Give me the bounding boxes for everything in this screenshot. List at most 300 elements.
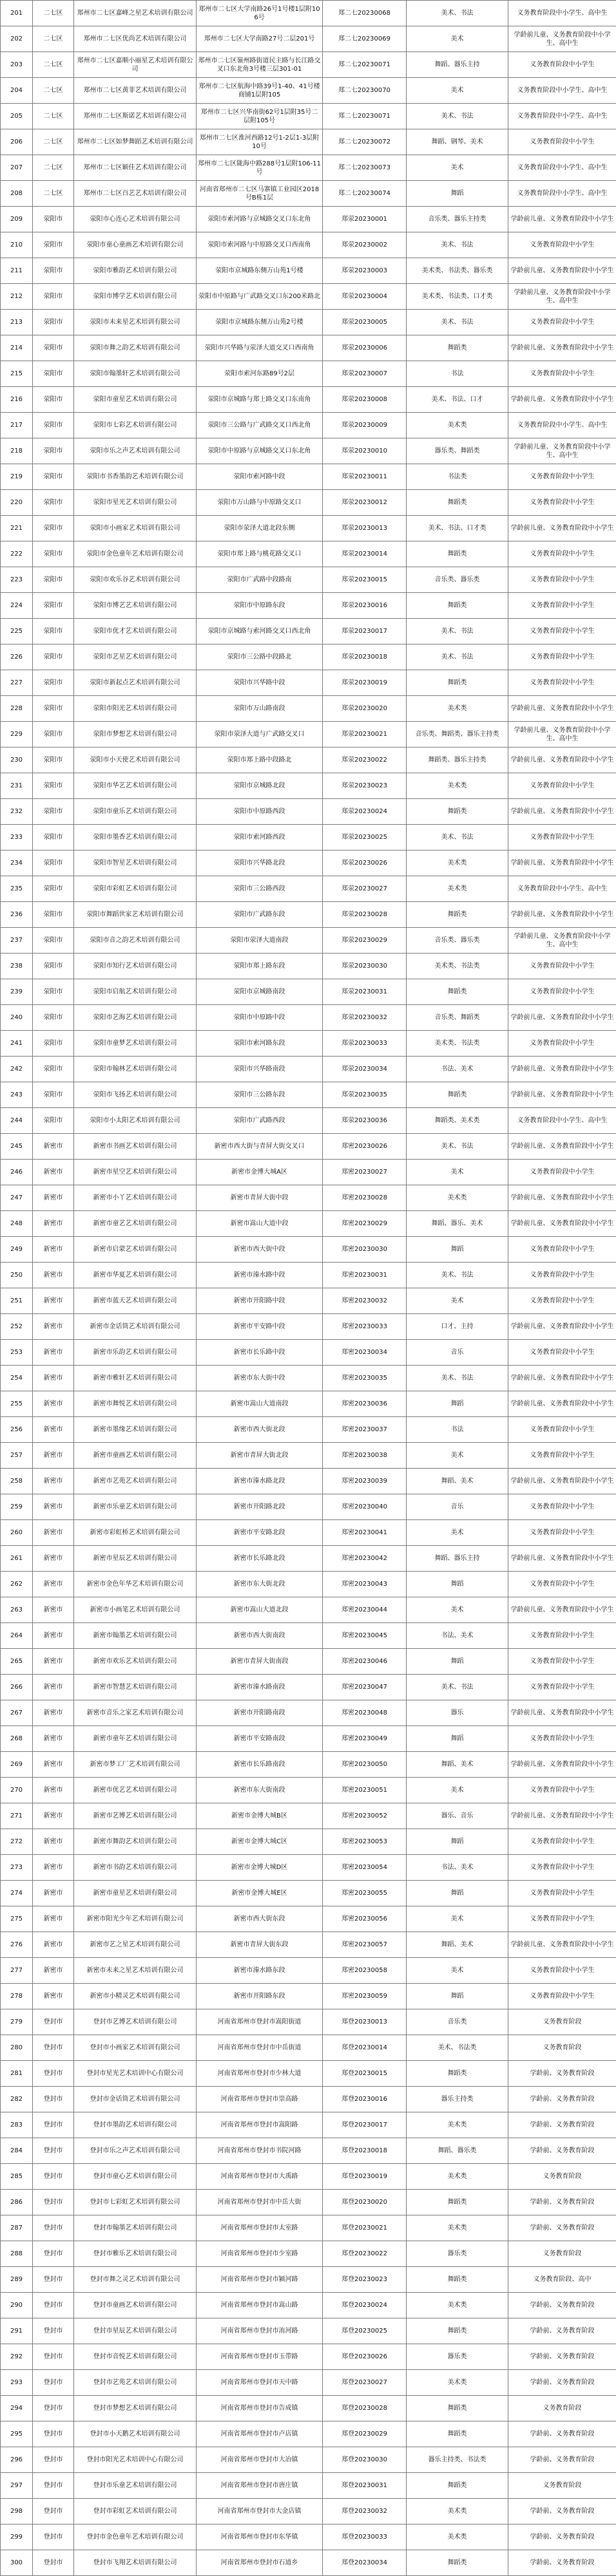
table-row xyxy=(1,78,616,104)
address-cell: 河南省郑州市登封市太室路 xyxy=(197,2215,323,2241)
table-row xyxy=(1,361,616,387)
table-row xyxy=(1,1803,616,1829)
course-category-cell: 器乐、音乐 xyxy=(407,1803,508,1829)
address-cell: 荥阳市京城路东侧万山苑1号楼 xyxy=(197,258,323,284)
license-number-cell: 郑密20230051 xyxy=(323,1778,407,1803)
target-students-cell: 学龄前儿童、义务教育阶段中小学生 xyxy=(508,851,616,876)
address-cell: 荥阳市万山路与中原路交叉口 xyxy=(197,490,323,516)
org-name-cell: 新密市翰墨艺术培训有限公司 xyxy=(74,1623,197,1649)
org-name-cell: 郑州市二七区如梦舞蹈艺术培训有限公司 xyxy=(74,129,197,155)
course-category-cell: 舞蹈类 xyxy=(407,541,508,567)
address-cell: 郑州市二七区兴华南街62号1层附35号二层附105号 xyxy=(197,104,323,129)
license-number-cell: 郑登20230015 xyxy=(323,2061,407,2087)
target-students-cell: 学龄前儿童、义务教育阶段中小学生、高中生 xyxy=(508,284,616,310)
address-cell: 河南省郑州市登封市书院河路 xyxy=(197,2138,323,2164)
table-row xyxy=(1,2061,616,2087)
target-students-cell: 义务教育阶段中小学生 xyxy=(508,825,616,851)
org-name-cell: 荥阳市阳光艺术培训有限公司 xyxy=(74,696,197,722)
org-name-cell: 登封市艺博艺术培训有限公司 xyxy=(74,2009,197,2035)
course-category-cell: 美术 xyxy=(407,26,508,52)
course-category-cell: 书法 xyxy=(407,1417,508,1443)
course-category-cell: 音乐类 xyxy=(407,2009,508,2035)
target-students-cell: 义务教育阶段中小学生 xyxy=(508,1881,616,1906)
table-row xyxy=(1,2035,616,2061)
row-number-cell: 259 xyxy=(1,1494,33,1520)
district-cell: 荥阳市 xyxy=(33,438,74,464)
org-name-cell: 新密市小丫艺术培训有限公司 xyxy=(74,1185,197,1211)
district-cell: 荥阳市 xyxy=(33,541,74,567)
table-row xyxy=(1,2344,616,2370)
district-cell: 新密市 xyxy=(33,1778,74,1803)
org-name-cell: 荥阳市童心童画艺术培训有限公司 xyxy=(74,232,197,258)
table-row xyxy=(1,232,616,258)
row-number-cell: 270 xyxy=(1,1778,33,1803)
table-row xyxy=(1,954,616,979)
district-cell: 新密市 xyxy=(33,1443,74,1469)
license-number-cell: 郑密20230027 xyxy=(323,1160,407,1185)
target-students-cell: 义务教育阶段中小学生、高中生 xyxy=(508,876,616,902)
district-cell: 新密市 xyxy=(33,1185,74,1211)
course-category-cell: 美术、书法 xyxy=(407,1,508,26)
target-students-cell: 义务教育阶段中小学生 xyxy=(508,1340,616,1366)
district-cell: 登封市 xyxy=(33,2241,74,2267)
org-name-cell: 新密市欢乐艺术培训有限公司 xyxy=(74,1649,197,1675)
district-cell: 登封市 xyxy=(33,2138,74,2164)
course-category-cell: 音乐类、舞蹈类、器乐主持类 xyxy=(407,722,508,747)
target-students-cell: 义务教育阶段中小学生 xyxy=(508,1494,616,1520)
address-cell: 荥阳市京城路北段 xyxy=(197,773,323,799)
org-name-cell: 登封市童心艺术培训有限公司 xyxy=(74,2164,197,2190)
license-number-cell: 郑荥20230032 xyxy=(323,1005,407,1031)
org-name-cell: 新密市书韵艺术培训有限公司 xyxy=(74,1855,197,1881)
address-cell: 河南省郑州市登封市嵩阳街道 xyxy=(197,2009,323,2035)
course-category-cell: 美术 xyxy=(407,1443,508,1469)
address-cell: 河南省郑州市登封市中岳街道 xyxy=(197,2035,323,2061)
org-name-cell: 荥阳市梦想艺术培训有限公司 xyxy=(74,722,197,747)
table-row xyxy=(1,387,616,413)
row-number-cell: 214 xyxy=(1,335,33,361)
district-cell: 荥阳市 xyxy=(33,979,74,1005)
table-row xyxy=(1,413,616,438)
course-category-cell: 器乐主持类 xyxy=(407,2087,508,2112)
address-cell: 新密市溱水路中段 xyxy=(197,1263,323,1288)
district-cell: 荥阳市 xyxy=(33,464,74,490)
target-students-cell: 义务教育阶段中小学生 xyxy=(508,52,616,78)
course-category-cell: 美术类 xyxy=(407,773,508,799)
license-number-cell: 郑荥20230009 xyxy=(323,413,407,438)
table-row xyxy=(1,1314,616,1340)
course-category-cell: 舞蹈类 xyxy=(407,670,508,696)
row-number-cell: 252 xyxy=(1,1314,33,1340)
address-cell: 荥阳市广武路西段 xyxy=(197,1108,323,1134)
license-number-cell: 郑荥20230029 xyxy=(323,928,407,954)
course-category-cell: 美术、书法 xyxy=(407,825,508,851)
table-row xyxy=(1,181,616,207)
district-cell: 新密市 xyxy=(33,1881,74,1906)
table-row xyxy=(1,516,616,541)
address-cell: 荥阳市兴华路南段 xyxy=(197,1057,323,1082)
license-number-cell: 郑密20230056 xyxy=(323,1906,407,1932)
district-cell: 登封市 xyxy=(33,2267,74,2293)
license-number-cell: 郑登20230018 xyxy=(323,2138,407,2164)
table-row xyxy=(1,1494,616,1520)
org-name-cell: 荥阳市彩虹艺术培训有限公司 xyxy=(74,876,197,902)
address-cell: 新密市金博大城B区 xyxy=(197,1803,323,1829)
district-cell: 登封市 xyxy=(33,2009,74,2035)
license-number-cell: 郑荥20230011 xyxy=(323,464,407,490)
row-number-cell: 202 xyxy=(1,26,33,52)
address-cell: 荥阳市郑上路中段路北 xyxy=(197,747,323,773)
address-cell: 河南省郑州市登封市唐庄镇 xyxy=(197,2473,323,2499)
course-category-cell: 舞蹈 xyxy=(407,1237,508,1263)
target-students-cell: 义务教育阶段中小学生 xyxy=(508,567,616,593)
address-cell: 新密市开阳路东段 xyxy=(197,1984,323,2009)
org-name-cell: 登封市乐童艺术培训有限公司 xyxy=(74,2473,197,2499)
row-number-cell: 246 xyxy=(1,1160,33,1185)
address-cell: 荥阳市郑上路与桃花路交叉口 xyxy=(197,541,323,567)
address-cell: 河南省郑州市二七区马寨镇工业园区2018号B栋1层 xyxy=(197,181,323,207)
target-students-cell: 学龄前儿童、义务教育阶段中小学生 xyxy=(508,258,616,284)
license-number-cell: 郑二七20230068 xyxy=(323,1,407,26)
district-cell: 新密市 xyxy=(33,1340,74,1366)
row-number-cell: 235 xyxy=(1,876,33,902)
district-cell: 二七区 xyxy=(33,52,74,78)
course-category-cell: 美术、书法 xyxy=(407,1675,508,1700)
course-category-cell: 舞蹈类、器乐主持类 xyxy=(407,747,508,773)
license-number-cell: 郑密20230036 xyxy=(323,1391,407,1417)
org-name-cell: 登封市舞之灵艺术培训有限公司 xyxy=(74,2267,197,2293)
target-students-cell: 学龄前儿童、义务教育阶段中小学生 xyxy=(508,1752,616,1778)
address-cell: 荥阳市索河路与中原路交叉口西南角 xyxy=(197,232,323,258)
org-name-cell: 新密市雅轩艺术培训有限公司 xyxy=(74,1366,197,1391)
district-cell: 新密市 xyxy=(33,1469,74,1494)
district-cell: 登封市 xyxy=(33,2370,74,2396)
org-name-cell: 登封市艺苑艺术培训有限公司 xyxy=(74,2370,197,2396)
org-name-cell: 登封市梦想艺术培训有限公司 xyxy=(74,2396,197,2421)
course-category-cell: 舞蹈、器乐主持 xyxy=(407,1546,508,1572)
row-number-cell: 271 xyxy=(1,1803,33,1829)
address-cell: 荥阳市万山路南段 xyxy=(197,696,323,722)
row-number-cell: 253 xyxy=(1,1340,33,1366)
course-category-cell: 书法类 xyxy=(407,464,508,490)
district-cell: 荥阳市 xyxy=(33,1108,74,1134)
address-cell: 河南省郑州市登封市大禹路 xyxy=(197,2164,323,2190)
target-students-cell: 义务教育阶段中小学生、高中生 xyxy=(508,104,616,129)
org-name-cell: 郑州市二七区黄菲艺术培训有限公司 xyxy=(74,78,197,104)
row-number-cell: 206 xyxy=(1,129,33,155)
address-cell: 荥阳市中原路中段 xyxy=(197,1005,323,1031)
license-number-cell: 郑荥20230027 xyxy=(323,876,407,902)
license-number-cell: 郑密20230031 xyxy=(323,1263,407,1288)
address-cell: 新密市金博大城E区 xyxy=(197,1881,323,1906)
table-row xyxy=(1,2241,616,2267)
org-name-cell: 新密市金话筒艺术培训有限公司 xyxy=(74,1314,197,1340)
address-cell: 郑州市二七区淮河西路12号1-2层1-3层附10号 xyxy=(197,129,323,155)
license-number-cell: 郑密20230053 xyxy=(323,1829,407,1855)
address-cell: 荥阳市京城路南段 xyxy=(197,979,323,1005)
table-row xyxy=(1,1391,616,1417)
license-number-cell: 郑二七20230071 xyxy=(323,104,407,129)
district-cell: 二七区 xyxy=(33,181,74,207)
course-category-cell: 美术类 xyxy=(407,696,508,722)
address-cell: 新密市西大街中段 xyxy=(197,1237,323,1263)
license-number-cell: 郑登20230013 xyxy=(323,2009,407,2035)
row-number-cell: 211 xyxy=(1,258,33,284)
course-category-cell: 舞蹈类 xyxy=(407,2267,508,2293)
row-number-cell: 288 xyxy=(1,2241,33,2267)
license-number-cell: 郑荥20230036 xyxy=(323,1108,407,1134)
org-name-cell: 荥阳市飞扬艺术培训有限公司 xyxy=(74,1082,197,1108)
org-name-cell: 登封市墨韵艺术培训有限公司 xyxy=(74,2112,197,2138)
license-number-cell: 郑登20230028 xyxy=(323,2396,407,2421)
course-category-cell: 美术 xyxy=(407,1778,508,1803)
course-category-cell: 美术类 xyxy=(407,1185,508,1211)
course-category-cell: 舞蹈、美术 xyxy=(407,1932,508,1958)
address-cell: 新密市长乐路中段 xyxy=(197,1340,323,1366)
org-name-cell: 新密市优艺艺术培训有限公司 xyxy=(74,1778,197,1803)
address-cell: 荥阳市荥泽大道南段 xyxy=(197,928,323,954)
org-name-cell: 新密市舞悦艺术培训有限公司 xyxy=(74,1391,197,1417)
table-row xyxy=(1,825,616,851)
table-row xyxy=(1,1778,616,1803)
course-category-cell: 美术 xyxy=(407,78,508,104)
district-cell: 登封市 xyxy=(33,2112,74,2138)
course-category-cell: 音乐 xyxy=(407,1340,508,1366)
org-name-cell: 荥阳市未来星艺术培训有限公司 xyxy=(74,310,197,335)
course-category-cell: 美术类 xyxy=(407,876,508,902)
target-students-cell: 义务教育阶段 xyxy=(508,2241,616,2267)
target-students-cell: 学龄前儿童、义务教育阶段中小学生、高中生 xyxy=(508,438,616,464)
row-number-cell: 228 xyxy=(1,696,33,722)
org-name-cell: 新密市艺之星艺术培训有限公司 xyxy=(74,1932,197,1958)
table-row xyxy=(1,773,616,799)
target-students-cell: 学龄前儿童、义务教育阶段中小学生 xyxy=(508,1700,616,1726)
target-students-cell: 学龄前儿童、义务教育阶段中小学生 xyxy=(508,696,616,722)
org-name-cell: 登封市雅乐艺术培训有限公司 xyxy=(74,2241,197,2267)
district-cell: 新密市 xyxy=(33,1700,74,1726)
district-cell: 登封市 xyxy=(33,2293,74,2318)
row-number-cell: 297 xyxy=(1,2473,33,2499)
table-row xyxy=(1,1057,616,1082)
target-students-cell: 学龄前、义务教育阶段 xyxy=(508,2318,616,2344)
row-number-cell: 268 xyxy=(1,1726,33,1752)
org-name-cell: 新密市童艺艺术培训有限公司 xyxy=(74,1211,197,1237)
target-students-cell: 学龄前儿童、义务教育阶段中小学生 xyxy=(508,207,616,232)
district-cell: 二七区 xyxy=(33,26,74,52)
row-number-cell: 212 xyxy=(1,284,33,310)
target-students-cell: 学龄前儿童、义务教育阶段中小学生 xyxy=(508,1134,616,1160)
registry-table-body xyxy=(1,1,616,2576)
course-category-cell: 器乐类 xyxy=(407,2241,508,2267)
org-name-cell: 荥阳市墨香艺术培训有限公司 xyxy=(74,825,197,851)
table-row xyxy=(1,2550,616,2576)
row-number-cell: 225 xyxy=(1,619,33,644)
org-name-cell: 新密市乐童艺术培训有限公司 xyxy=(74,1494,197,1520)
district-cell: 登封市 xyxy=(33,2447,74,2473)
org-name-cell: 新密市童年艺术培训有限公司 xyxy=(74,1726,197,1752)
target-students-cell: 义务教育阶段中小学生 xyxy=(508,1623,616,1649)
address-cell: 郑州市二七区陇海中路288号1层附106-11号 xyxy=(197,155,323,181)
target-students-cell: 义务教育阶段中小学生 xyxy=(508,1288,616,1314)
district-cell: 登封市 xyxy=(33,2499,74,2524)
course-category-cell: 舞蹈类 xyxy=(407,2061,508,2087)
table-row xyxy=(1,2318,616,2344)
district-cell: 登封市 xyxy=(33,2318,74,2344)
district-cell: 二七区 xyxy=(33,78,74,104)
org-name-cell: 荥阳市艺星艺术培训有限公司 xyxy=(74,644,197,670)
org-name-cell: 登封市童画艺术培训有限公司 xyxy=(74,2293,197,2318)
row-number-cell: 250 xyxy=(1,1263,33,1288)
table-row xyxy=(1,129,616,155)
org-name-cell: 郑州市二七区斯诺艺术培训有限公司 xyxy=(74,104,197,129)
table-row xyxy=(1,1932,616,1958)
table-row xyxy=(1,541,616,567)
license-number-cell: 郑荥20230034 xyxy=(323,1057,407,1082)
target-students-cell: 义务教育阶段中小学生 xyxy=(508,1031,616,1057)
address-cell: 新密市西大街与青屏大街交叉口 xyxy=(197,1134,323,1160)
target-students-cell: 义务教育阶段中小学生 xyxy=(508,541,616,567)
license-number-cell: 郑密20230045 xyxy=(323,1623,407,1649)
target-students-cell: 义务教育阶段中小学生、高中生 xyxy=(508,78,616,104)
row-number-cell: 296 xyxy=(1,2447,33,2473)
target-students-cell: 学龄前儿童、义务教育阶段中小学生 xyxy=(508,1546,616,1572)
address-cell: 河南省郑州市登封市中岳大街 xyxy=(197,2190,323,2215)
table-row xyxy=(1,1211,616,1237)
org-name-cell: 登封市飞翔艺术培训有限公司 xyxy=(74,2550,197,2576)
course-category-cell: 舞蹈 xyxy=(407,1829,508,1855)
row-number-cell: 256 xyxy=(1,1417,33,1443)
table-row xyxy=(1,696,616,722)
target-students-cell: 义务教育阶段中小学生 xyxy=(508,1649,616,1675)
address-cell: 新密市开阳路南段 xyxy=(197,1700,323,1726)
table-row xyxy=(1,1906,616,1932)
course-category-cell: 舞蹈类 xyxy=(407,1082,508,1108)
row-number-cell: 277 xyxy=(1,1958,33,1984)
row-number-cell: 218 xyxy=(1,438,33,464)
course-category-cell: 器乐主持类、书法类 xyxy=(407,2447,508,2473)
org-name-cell: 新密市阳光少年艺术培训有限公司 xyxy=(74,1906,197,1932)
table-row xyxy=(1,1185,616,1211)
org-name-cell: 新密市舞韵艺术培训有限公司 xyxy=(74,1829,197,1855)
target-students-cell: 学龄前儿童、义务教育阶段中小学生 xyxy=(508,1597,616,1623)
address-cell: 荥阳市三公路中段路北 xyxy=(197,644,323,670)
district-cell: 荥阳市 xyxy=(33,258,74,284)
license-number-cell: 郑二七20230069 xyxy=(323,26,407,52)
license-number-cell: 郑荥20230026 xyxy=(323,851,407,876)
course-category-cell: 音乐 xyxy=(407,1494,508,1520)
org-name-cell: 新密市小画笔艺术培训有限公司 xyxy=(74,1597,197,1623)
license-number-cell: 郑登20230024 xyxy=(323,2293,407,2318)
address-cell: 河南省郑州市登封市嵩山路 xyxy=(197,2293,323,2318)
district-cell: 荥阳市 xyxy=(33,954,74,979)
address-cell: 郑州市二七区航海中路39号1-40、41号楼商铺1层附105 xyxy=(197,78,323,104)
org-name-cell: 荥阳市金色童年艺术培训有限公司 xyxy=(74,541,197,567)
address-cell: 郑州市二七区嶺州路街道民主路与长江路交叉口东北角3号楼三层301-01 xyxy=(197,52,323,78)
district-cell: 新密市 xyxy=(33,1494,74,1520)
table-row xyxy=(1,1031,616,1057)
district-cell: 荥阳市 xyxy=(33,207,74,232)
table-row xyxy=(1,1700,616,1726)
district-cell: 荥阳市 xyxy=(33,310,74,335)
row-number-cell: 261 xyxy=(1,1546,33,1572)
address-cell: 荥阳市荥泽大道与广武路交叉口 xyxy=(197,722,323,747)
org-name-cell: 新密市华夏艺术培训有限公司 xyxy=(74,1263,197,1288)
row-number-cell: 204 xyxy=(1,78,33,104)
row-number-cell: 279 xyxy=(1,2009,33,2035)
license-number-cell: 郑密20230040 xyxy=(323,1494,407,1520)
license-number-cell: 郑密20230049 xyxy=(323,1726,407,1752)
target-students-cell: 义务教育阶段 xyxy=(508,2396,616,2421)
district-cell: 荥阳市 xyxy=(33,361,74,387)
license-number-cell: 郑二七20230070 xyxy=(323,78,407,104)
target-students-cell: 义务教育阶段中小学生、高中生 xyxy=(508,1,616,26)
address-cell: 新密市金博大城C区 xyxy=(197,1829,323,1855)
target-students-cell: 义务教育阶段 xyxy=(508,2035,616,2061)
table-row xyxy=(1,2009,616,2035)
org-name-cell: 荥阳市小天使艺术培训有限公司 xyxy=(74,747,197,773)
org-name-cell: 新密市乐韵艺术培训有限公司 xyxy=(74,1340,197,1366)
row-number-cell: 280 xyxy=(1,2035,33,2061)
district-cell: 荥阳市 xyxy=(33,593,74,619)
course-category-cell: 舞蹈类 xyxy=(407,2421,508,2447)
address-cell: 新密市西大街北段 xyxy=(197,1417,323,1443)
table-row xyxy=(1,593,616,619)
target-students-cell: 义务教育阶段中小学生 xyxy=(508,1263,616,1288)
table-row xyxy=(1,1160,616,1185)
address-cell: 新密市溱水路东段 xyxy=(197,1958,323,1984)
org-name-cell: 郑州市二七区嘉顺小丽星艺术培训有限公司 xyxy=(74,52,197,78)
table-row xyxy=(1,1263,616,1288)
license-number-cell: 郑二七20230071 xyxy=(323,52,407,78)
table-row xyxy=(1,799,616,825)
address-cell: 荥阳市京城路与郑上路交叉口东南角 xyxy=(197,387,323,413)
row-number-cell: 294 xyxy=(1,2396,33,2421)
course-category-cell: 美术、书法 xyxy=(407,232,508,258)
address-cell: 新密市长乐路南段 xyxy=(197,1752,323,1778)
license-number-cell: 郑荥20230021 xyxy=(323,722,407,747)
org-name-cell: 荥阳市知行艺术培训有限公司 xyxy=(74,954,197,979)
license-number-cell: 郑荥20230023 xyxy=(323,773,407,799)
table-row xyxy=(1,2370,616,2396)
address-cell: 新密市平安路北段 xyxy=(197,1520,323,1546)
table-row xyxy=(1,1443,616,1469)
row-number-cell: 284 xyxy=(1,2138,33,2164)
address-cell: 荥阳市三公路与广武路交叉口西北角 xyxy=(197,413,323,438)
address-cell: 荥阳市广武路东段 xyxy=(197,902,323,928)
target-students-cell: 义务教育阶段中小学生 xyxy=(508,1726,616,1752)
table-row xyxy=(1,1855,616,1881)
course-category-cell: 美术类、书法类、器乐类 xyxy=(407,258,508,284)
address-cell: 新密市青屏大街东段 xyxy=(197,1932,323,1958)
table-row xyxy=(1,2421,616,2447)
table-row xyxy=(1,2087,616,2112)
org-name-cell: 新密市未来之星艺术培训有限公司 xyxy=(74,1958,197,1984)
district-cell: 荥阳市 xyxy=(33,825,74,851)
course-category-cell: 舞蹈类 xyxy=(407,2190,508,2215)
row-number-cell: 232 xyxy=(1,799,33,825)
target-students-cell: 学龄前、义务教育阶段 xyxy=(508,2344,616,2370)
course-category-cell: 舞蹈类 xyxy=(407,2550,508,2576)
district-cell: 新密市 xyxy=(33,1649,74,1675)
org-name-cell: 新密市艺博艺术培训有限公司 xyxy=(74,1803,197,1829)
row-number-cell: 207 xyxy=(1,155,33,181)
address-cell: 荥阳市索河路中段 xyxy=(197,464,323,490)
target-students-cell: 义务教育阶段中小学生 xyxy=(508,954,616,979)
target-students-cell: 学龄前儿童、义务教育阶段中小学生 xyxy=(508,1185,616,1211)
course-category-cell: 美术 xyxy=(407,1958,508,1984)
license-number-cell: 郑密20230054 xyxy=(323,1855,407,1881)
district-cell: 荥阳市 xyxy=(33,670,74,696)
